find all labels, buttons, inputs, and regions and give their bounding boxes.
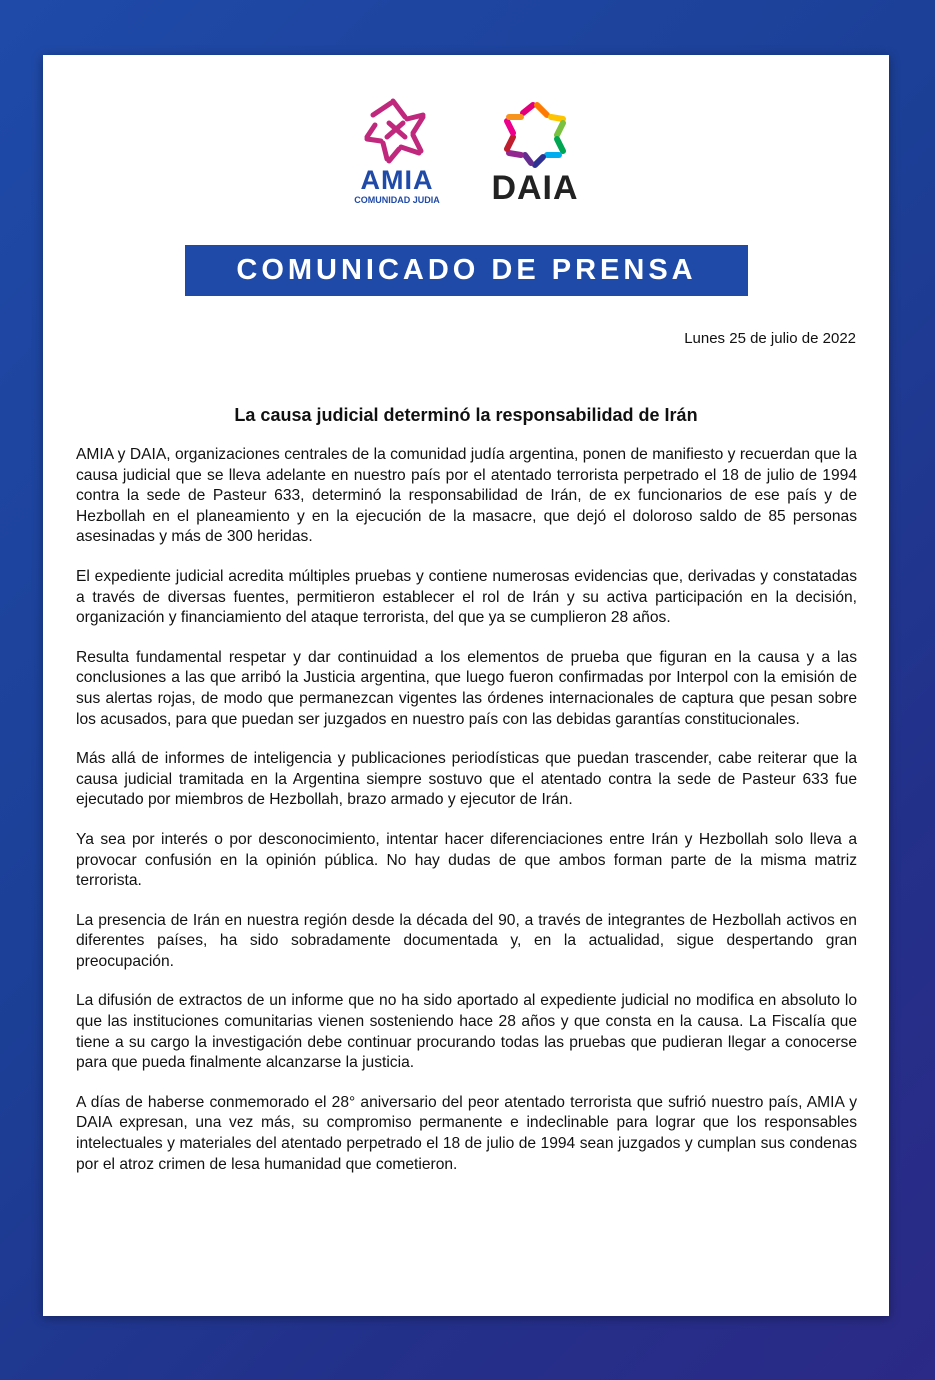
- paragraph: AMIA y DAIA, organizaciones centrales de la comunidad judía argentina, ponen de manifiesto y recuerdan que la causa judicial que se lleva adelante en nuestro país por el atentado terrorista perpetrado el 18 de julio de 1994 contra la sede de Pasteur 633, determinó la responsabilidad de Irán, de ex funcionarios de ese país y de Hezbollah en el planeamiento y en la ejecución de la masacre, que dejó el doloroso saldo de 85 personas asesinadas y más de 300 heridas.: [76, 446, 857, 546]
- press-release-page: [43, 55, 889, 1316]
- daia-star-icon: [477, 99, 593, 169]
- daia-wordmark: DAIA: [491, 169, 579, 207]
- press-release-banner: COMUNICADO DE PRENSA: [185, 245, 748, 296]
- paragraph: Resulta fundamental respetar y dar continuidad a los elementos de prueba que figuran en la causa y a las conclusiones a las que arribó la Justicia argentina, que luego fueron confirmadas por Interpol con la emisión de sus alertas rojas, de modo que permanezcan vigentes las órdenes internacionales de captura que pesan sobre los acusados, para que puedan ser juzgados en nuestro país con las debidas garantías constitucionales.: [76, 648, 857, 728]
- paragraph: La difusión de extractos de un informe que no ha sido aportado al expediente judicial no modifica en absoluto lo que las instituciones comunitarias vienen sosteniendo hace 28 años y que consta en la causa. La Fiscalía que tiene a su cargo la investigación debe continuar procurando todas las pruebas que pudieran llegar a conocerse para que pueda finalmente alcanzarse la justicia.: [76, 992, 857, 1072]
- body-text: [76, 445, 857, 1194]
- paragraph: Ya sea por interés o por desconocimiento, intentar hacer diferenciaciones entre Irán y Hezbollah solo lleva a provocar confusión en la opinión pública. No hay dudas de que ambos forman parte de la misma matriz terrorista.: [76, 830, 857, 890]
- amia-logo: [343, 95, 451, 210]
- amia-star-icon: [343, 95, 451, 165]
- headline: La causa judicial determinó la responsabilidad de Irán: [234, 405, 698, 425]
- paragraph: A días de haberse conmemorado el 28° aniversario del peor atentado terrorista que sufrió nuestro país, AMIA y DAIA expresan, una vez más, su compromiso permanente e indeclinable para lograr que los responsables intelectuales y materiales del atentado perpetrado el 18 de julio de 1994 sean juzgados y cumplan sus condenas por el atroz crimen de lesa humanidad que cometieron.: [76, 1093, 857, 1173]
- paragraph: Más allá de informes de inteligencia y publicaciones periodísticas que puedan trascender, cabe reiterar que la causa judicial tramitada en la Argentina siempre sostuvo que el atentado contra la sede de Pasteur 633 fue ejecutado por miembros de Hezbollah, brazo armado y ejecutor de Irán.: [76, 750, 857, 809]
- daia-logo: [477, 99, 593, 209]
- logo-header: [43, 95, 889, 215]
- paragraph: La presencia de Irán en nuestra región desde la década del 90, a través de integrantes de Hezbollah activos en diferentes países, ha sido sobradamente documentada y, en la actualidad, sigue despertando gran preocupación.: [76, 911, 857, 970]
- paragraph: El expediente judicial acredita múltiples pruebas y contiene numerosas evidencias que, derivadas y constatadas a través de diversas fuentes, permitieron establecer el rol de Irán y su activa participación en la decisión, organización y financiamiento del ataque terrorista, del que ya se cumplieron 28 años.: [76, 567, 857, 627]
- amia-subtitle: COMUNIDAD JUDIA: [354, 195, 440, 205]
- amia-wordmark: AMIA: [360, 165, 434, 195]
- release-date: Lunes 25 de julio de 2022: [684, 330, 856, 347]
